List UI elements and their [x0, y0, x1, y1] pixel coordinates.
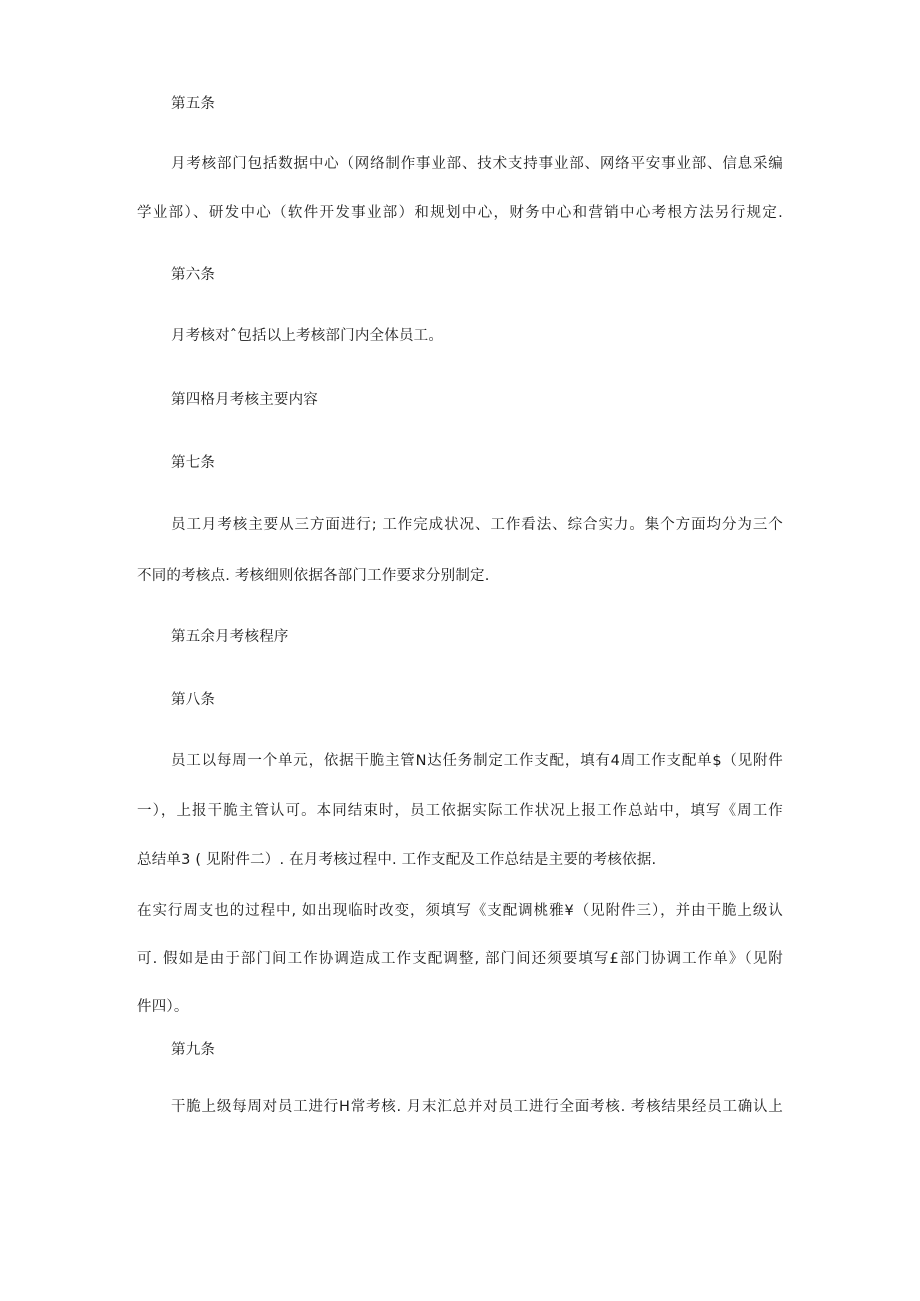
paragraph-line: 月考核部门包括数据中心（网络制作事业部、技术支持事业部、网络平安事业部、信息采编	[171, 156, 783, 172]
paragraph-line: 员工月考核主要从三方面进行; 工作完成状况、工作看法、综合实力。集个方面均分为三个	[171, 517, 783, 533]
paragraph-line: 员工以每周一个单元，依据干脆主管N达任务制定工作支配，填有4周工作支配单$（见附件	[171, 753, 783, 769]
paragraph-line: 干脆上级每周对员工进行H常考核. 月末汇总并对员工进行全面考核. 考核结果经员工确认上	[171, 1099, 783, 1115]
chapter-heading-5: 第五余月考核程序	[171, 629, 289, 645]
paragraph-line: 件四）。	[137, 999, 189, 1015]
paragraph-line: 学业部）、研发中心（软件开发事业部）和规划中心，财务中心和营销中心考根方法另行规定.	[137, 205, 783, 221]
article-heading-7: 第七条	[171, 455, 216, 471]
article-heading-6: 第六条	[171, 267, 216, 283]
article-heading-5: 第五条	[171, 96, 216, 112]
paragraph-line: 月考核对ˆ包括以上考核部门内全体员工。	[171, 328, 444, 344]
paragraph-line: 可. 假如是由于部门间工作协调造成工作支配调整, 部门间还须要填写£部门协调工作单》（见附	[137, 951, 783, 967]
article-heading-9: 第九条	[171, 1042, 216, 1058]
paragraph-line: 总结单3 ( 见附件二）. 在月考核过程中. 工作支配及工作总结是主要的考核依据.	[137, 852, 657, 868]
paragraph-line: 不同的考核点. 考核细则依据各部门工作要求分别制定.	[137, 568, 490, 584]
article-heading-8: 第八条	[171, 692, 216, 708]
chapter-heading-4: 第四格月考核主要内容	[171, 392, 318, 408]
paragraph-line: 在实行周支也的过程中, 如出现临时改变，须填写《支配调桃雅¥（见附件三），并由干脆上级认	[137, 903, 783, 919]
paragraph-line: 一），上报干脆主管认可。本同结束时，员工依据实际工作状况上报工作总站中，填写《周工作	[137, 803, 783, 819]
